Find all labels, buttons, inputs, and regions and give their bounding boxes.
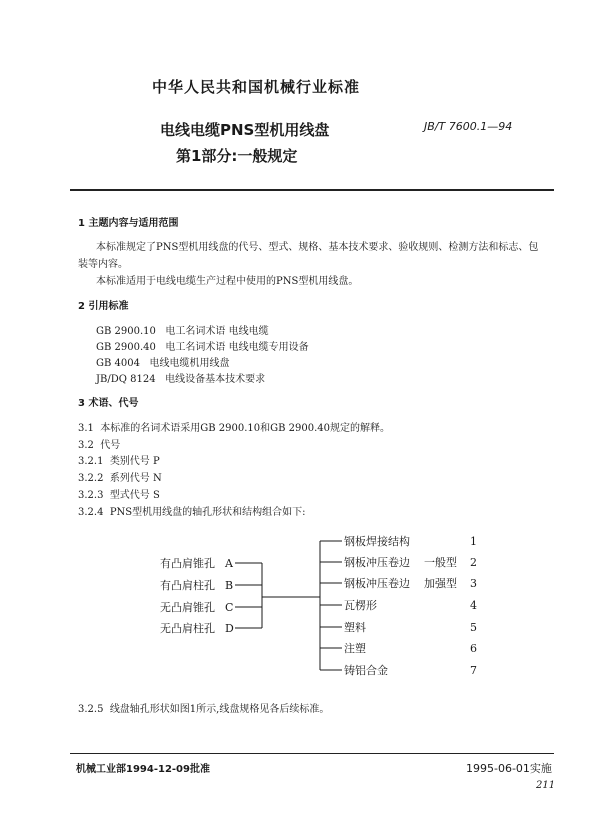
- reference-code: JB/DQ 8124: [96, 374, 156, 385]
- standard-subtitle: 第1部分:一般规定: [176, 147, 298, 165]
- reference-title: 电工名词术语 电线电缆专用设备: [165, 342, 309, 353]
- right-item-label: 塑料: [344, 621, 366, 634]
- left-item-label: 无凸肩柱孔: [160, 622, 215, 635]
- clause-3-2-5: [78, 700, 329, 715]
- clause-number: 3.2.2: [78, 473, 104, 484]
- clause-number: 3.2.3: [78, 490, 104, 501]
- section-1-paragraph-1-cont: 装等内容。: [78, 259, 128, 270]
- clause-text: 系列代号 N: [109, 473, 162, 484]
- right-item-label: 钢板冲压卷边: [344, 577, 410, 590]
- left-item-code: B: [225, 579, 234, 592]
- right-item-number: 1: [470, 535, 477, 548]
- right-item-number: 3: [470, 577, 477, 590]
- section-1-paragraph-2: 本标准适用于电线电缆生产过程中使用的PNS型机用线盘。: [96, 276, 359, 287]
- clause-text: 型式代号 S: [109, 490, 160, 501]
- right-item-extra: 一般型: [424, 556, 457, 569]
- reference-code: GB 4004: [96, 358, 140, 369]
- footer-rule: [70, 753, 554, 754]
- issuing-authority: 中华人民共和国机械行业标准: [152, 78, 361, 96]
- right-item-label: 瓦楞形: [344, 599, 377, 612]
- right-item-number: 5: [470, 621, 477, 634]
- right-item-number: 4: [470, 599, 477, 612]
- left-item-code: D: [225, 622, 234, 635]
- clause-number: 3.2: [78, 440, 94, 451]
- clause-text: PNS型机用线盘的轴孔形状和结构组合如下:: [109, 507, 306, 518]
- approval-date: 机械工业部1994-12-09批准: [76, 764, 210, 775]
- section-3-heading: 3 术语、代号: [78, 398, 139, 409]
- clause-number: 3.2.5: [78, 704, 104, 715]
- standard-title: 电线电缆PNS型机用线盘: [160, 121, 330, 139]
- clause-text: 本标准的名词术语采用GB 2900.10和GB 2900.40规定的解释。: [100, 423, 391, 434]
- right-item-label: 注塑: [344, 642, 366, 655]
- left-item-label: 无凸肩锥孔: [160, 601, 215, 614]
- left-item-code: C: [225, 601, 234, 614]
- right-item-label: 钢板冲压卷边: [344, 556, 410, 569]
- reference-title: 电工名词术语 电线电缆: [165, 326, 269, 337]
- clause-text: 线盘轴孔形状如图1所示,线盘规格见各后续标准。: [109, 704, 330, 715]
- right-item-number: 6: [470, 642, 477, 655]
- page-number: 211: [536, 780, 556, 791]
- left-item-label: 有凸肩锥孔: [160, 557, 215, 570]
- reference-title: 电线电缆机用线盘: [149, 358, 230, 369]
- clause-number: 3.1: [78, 423, 94, 434]
- clause-number: 3.2.1: [78, 456, 104, 467]
- reference-code: GB 2900.10: [96, 326, 156, 337]
- section-2-heading: 2 引用标准: [78, 301, 129, 312]
- clause-text: 代号: [100, 440, 121, 451]
- reference-code: GB 2900.40: [96, 342, 156, 353]
- right-item-label: 铸铝合金: [344, 664, 388, 677]
- right-item-extra: 加强型: [424, 577, 457, 590]
- right-item-label: 钢板焊接结构: [344, 535, 410, 548]
- section-1-heading: 1 主题内容与适用范围: [78, 218, 179, 229]
- implementation-date: 1995-06-01实施: [466, 762, 552, 775]
- clause-number: 3.2.4: [78, 507, 104, 518]
- right-item-number: 7: [470, 664, 477, 677]
- standard-number: JB/T 7600.1—94: [424, 120, 513, 133]
- reference-title: 电线设备基本技术要求: [165, 374, 266, 385]
- right-item-number: 2: [470, 556, 477, 569]
- left-item-label: 有凸肩柱孔: [160, 579, 215, 592]
- left-item-code: A: [225, 557, 233, 570]
- section-1-paragraph-1: 本标准规定了PNS型机用线盘的代号、型式、规格、基本技术要求、验收规则、检测方法和标志、包: [96, 242, 539, 253]
- clause-text: 类别代号 P: [109, 456, 160, 467]
